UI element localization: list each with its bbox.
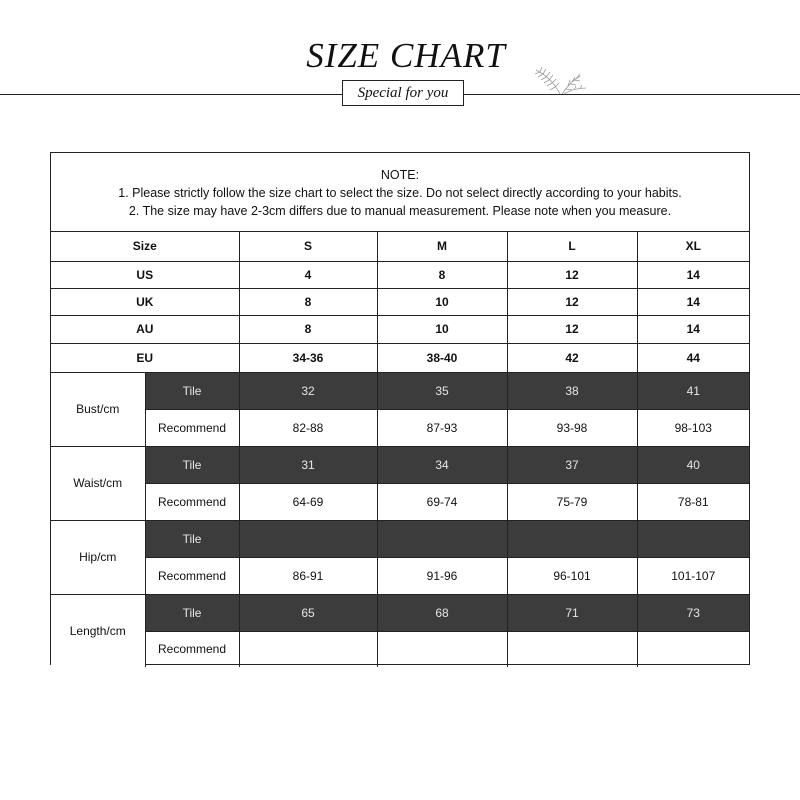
table-cell: 10 [377, 315, 507, 343]
tile-label: Tile [145, 520, 239, 557]
table-cell: 65 [239, 594, 377, 631]
size-table [51, 232, 749, 667]
table-cell [507, 631, 637, 667]
table-cell: 14 [637, 288, 749, 315]
size-header-label: Size [51, 232, 239, 261]
table-cell: 86-91 [239, 557, 377, 594]
table-cell: 98-103 [637, 409, 749, 446]
table-cell: 32 [239, 372, 377, 409]
table-cell: 8 [239, 288, 377, 315]
table-cell: 69-74 [377, 483, 507, 520]
table-cell: 12 [507, 315, 637, 343]
table-row [51, 261, 749, 288]
size-col-m: M [377, 232, 507, 261]
table-cell: 91-96 [377, 557, 507, 594]
row-label: AU [51, 315, 239, 343]
recommend-label: Recommend [145, 409, 239, 446]
table-cell: 12 [507, 288, 637, 315]
table-cell: 14 [637, 315, 749, 343]
table-cell: 8 [239, 315, 377, 343]
measurement-label-waist: Waist/cm [51, 446, 145, 520]
table-row [51, 288, 749, 315]
table-row [51, 315, 749, 343]
tile-label: Tile [145, 372, 239, 409]
measurement-label-hip: Hip/cm [51, 520, 145, 594]
note-box [51, 153, 749, 232]
table-cell: 4 [239, 261, 377, 288]
recommend-row [51, 557, 749, 594]
table-cell [377, 631, 507, 667]
leaf-icon [530, 66, 590, 96]
recommend-row [51, 483, 749, 520]
table-cell: 75-79 [507, 483, 637, 520]
recommend-label: Recommend [145, 483, 239, 520]
table-cell [507, 520, 637, 557]
note-line-1: 1. Please strictly follow the size chart to select the size. Do not select directly according to your habits. [118, 186, 682, 200]
table-cell: 38 [507, 372, 637, 409]
page-title: SIZE CHART [306, 36, 506, 75]
table-cell: 8 [377, 261, 507, 288]
row-label: UK [51, 288, 239, 315]
table-cell [637, 520, 749, 557]
table-row [51, 343, 749, 372]
size-col-xl: XL [637, 232, 749, 261]
table-cell: 101-107 [637, 557, 749, 594]
tile-label: Tile [145, 594, 239, 631]
tile-row [51, 446, 749, 483]
recommend-row [51, 631, 749, 667]
table-cell: 14 [637, 261, 749, 288]
table-cell [637, 631, 749, 667]
table-cell: 44 [637, 343, 749, 372]
tile-row [51, 594, 749, 631]
table-cell: 31 [239, 446, 377, 483]
table-cell [377, 520, 507, 557]
tile-label: Tile [145, 446, 239, 483]
tile-row [51, 372, 749, 409]
size-header-row [51, 232, 749, 261]
table-cell: 78-81 [637, 483, 749, 520]
size-chart [50, 152, 750, 665]
table-cell: 38-40 [377, 343, 507, 372]
table-cell: 12 [507, 261, 637, 288]
table-cell: 42 [507, 343, 637, 372]
size-col-l: L [507, 232, 637, 261]
header [0, 0, 800, 130]
table-cell [239, 631, 377, 667]
table-cell: 82-88 [239, 409, 377, 446]
table-cell [239, 520, 377, 557]
row-label: EU [51, 343, 239, 372]
table-cell: 34-36 [239, 343, 377, 372]
table-cell: 71 [507, 594, 637, 631]
table-cell: 93-98 [507, 409, 637, 446]
recommend-row [51, 409, 749, 446]
recommend-label: Recommend [145, 631, 239, 667]
table-cell: 68 [377, 594, 507, 631]
table-cell: 37 [507, 446, 637, 483]
table-cell: 96-101 [507, 557, 637, 594]
table-cell: 64-69 [239, 483, 377, 520]
table-cell: 35 [377, 372, 507, 409]
table-cell: 73 [637, 594, 749, 631]
table-cell: 41 [637, 372, 749, 409]
tile-row [51, 520, 749, 557]
subtitle-badge: Special for you [342, 80, 464, 106]
recommend-label: Recommend [145, 557, 239, 594]
measurement-label-bust: Bust/cm [51, 372, 145, 446]
table-cell: 10 [377, 288, 507, 315]
table-cell: 40 [637, 446, 749, 483]
size-col-s: S [239, 232, 377, 261]
note-heading: NOTE: [380, 168, 420, 182]
table-cell: 87-93 [377, 409, 507, 446]
note-line-2: 2. The size may have 2-3cm differs due to manual measurement. Please note when you measure. [128, 204, 672, 218]
row-label: US [51, 261, 239, 288]
table-cell: 34 [377, 446, 507, 483]
measurement-label-length: Length/cm [51, 594, 145, 667]
